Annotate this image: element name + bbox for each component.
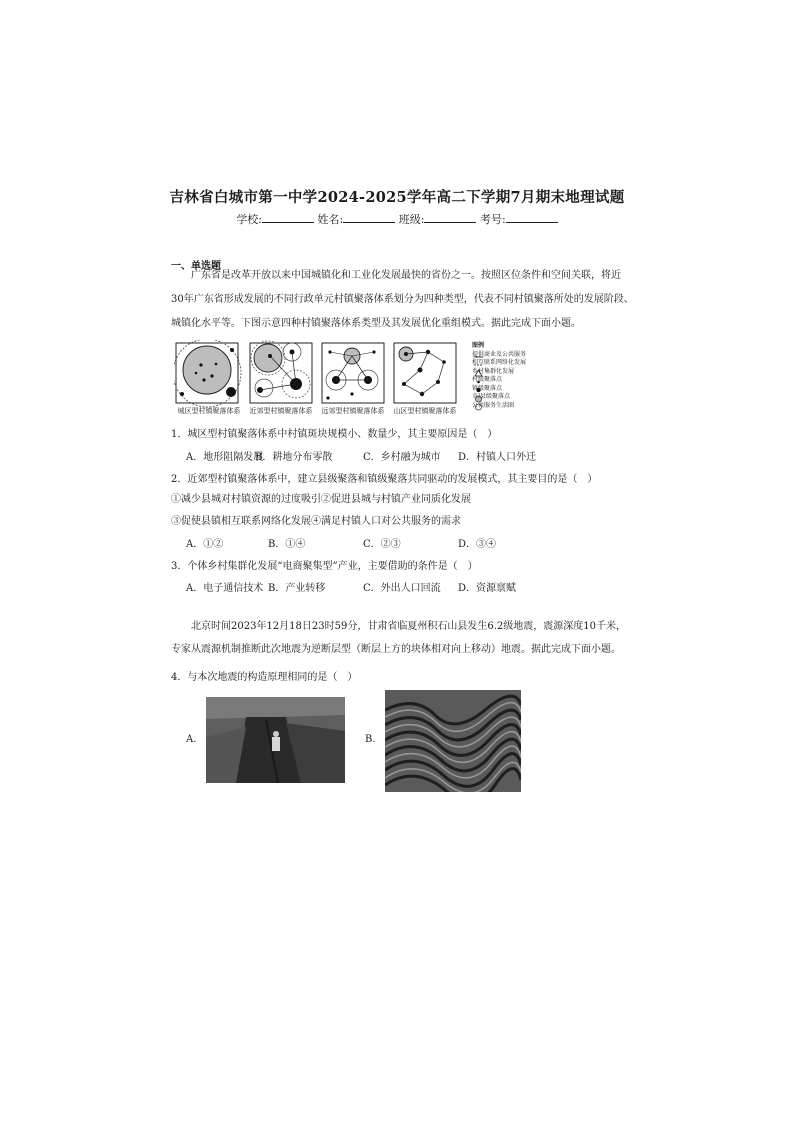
legend-item: 提供商业及公共服务 <box>472 350 527 358</box>
legend-title: 图例 <box>472 342 485 349</box>
legend-item: 镇级聚落点 <box>472 384 503 392</box>
name-label: 姓名: <box>317 213 344 226</box>
q2-option-a[interactable]: A．①② <box>186 539 224 550</box>
q1-option-d[interactable]: D．村镇人口外迁 <box>458 452 537 463</box>
legend-item: 乡村集群化发展 <box>472 367 515 375</box>
passage1-line3: 城镇化水平等。下图示意四种村镇聚落体系类型及其发展优化重组模式。据此完成下面小题。 <box>171 318 581 329</box>
school-blank[interactable] <box>262 211 314 223</box>
q2-option-c[interactable]: C．②③ <box>363 539 401 550</box>
q3-option-d[interactable]: D．资源禀赋 <box>458 583 517 594</box>
passage1-line2: 30年广东省形成发展的不同行政单元村镇聚落体系划分为四种类型，代表不同村镇聚落所处的发展阶段、 <box>171 294 634 305</box>
legend-item: 市/县级聚落点 <box>472 393 511 400</box>
caption-outer-suburban: 远郊型村镇聚落体系 <box>321 407 385 415</box>
student-info-line <box>0 211 794 227</box>
id-blank[interactable] <box>506 211 558 223</box>
caption-urban: 城区型村镇聚落体系 <box>177 407 241 415</box>
q4-option-a-label[interactable]: A. <box>186 734 197 745</box>
q3-option-c[interactable]: C．外出人口回流 <box>363 583 441 594</box>
class-blank[interactable] <box>424 211 476 223</box>
q2-statement-line2: ③促使县镇相互联系网络化发展④满足村镇人口对公共服务的需求 <box>171 516 461 527</box>
q2-statement-line1: ①减少县城对村镇资源的过度吸引②促进县城与村镇产业同质化发展 <box>171 494 471 505</box>
fold-photo-b[interactable] <box>385 690 521 792</box>
fault-photo-a[interactable] <box>206 697 345 783</box>
q1-option-b[interactable]: B．耕地分布零散 <box>255 452 333 463</box>
panel-outer-suburban-diagram <box>322 343 384 403</box>
legend <box>472 342 526 410</box>
q3-stem: 3．个体乡村集群化发展“电商聚集型”产业，主要借助的条件是（ ） <box>171 561 478 572</box>
id-label: 考号: <box>479 213 506 226</box>
passage2-line2: 专家从震源机制推断此次地震为逆断层型（断层上方的块体相对向上移动）地震。据此完成下面小题。 <box>171 644 621 655</box>
q4-option-b-label[interactable]: B. <box>365 734 376 745</box>
passage1-line1: 广东省是改革开放以来中国城镇化和工业化发展最快的省份之一。按照区位条件和空间关联，将近 <box>191 270 621 281</box>
name-blank[interactable] <box>343 211 395 223</box>
legend-item: 相互联系网络化发展 <box>472 359 527 366</box>
q1-option-a[interactable]: A．地形阻隔发展 <box>186 452 264 463</box>
q1-stem: 1．城区型村镇聚落体系中村镇斑块规模小、数量少，其主要原因是（ ） <box>171 429 498 440</box>
q4-stem: 4．与本次地震的构造原理相同的是（ ） <box>171 672 358 683</box>
page-title: 吉林省白城市第一中学2024-2025学年高二下学期7月期末地理试题 <box>169 189 625 206</box>
legend-item: 公共服务生活圈 <box>472 401 515 409</box>
q3-option-b[interactable]: B．产业转移 <box>268 583 326 594</box>
panel-urban-diagram <box>174 340 241 407</box>
passage2-line1: 北京时间2023年12月18日23时59分，甘肃省临夏州积石山县发生6.2级地震，震源深度10千米， <box>191 621 626 632</box>
q2-option-b[interactable]: B．①④ <box>268 539 306 550</box>
school-label: 学校: <box>236 213 263 226</box>
panel-suburban-diagram <box>250 341 312 403</box>
panel-mountain-diagram <box>394 343 456 403</box>
q2-stem: 2．近郊型村镇聚落体系中，建立县级聚落和镇级聚落共同驱动的发展模式，其主要目的是（ ） <box>171 474 598 485</box>
q2-option-d[interactable]: D．③④ <box>458 539 497 550</box>
caption-mountain: 山区型村镇聚落体系 <box>393 407 457 415</box>
q1-option-c[interactable]: C．乡村融为城市 <box>363 452 441 463</box>
q3-option-a[interactable]: A．电子通信技术 <box>186 583 264 594</box>
class-label: 班级: <box>398 213 425 226</box>
caption-suburban: 近郊型村镇聚落体系 <box>249 407 313 415</box>
section-heading: 一、单选题 <box>171 261 221 272</box>
legend-item: 村级聚落点 <box>472 376 503 383</box>
